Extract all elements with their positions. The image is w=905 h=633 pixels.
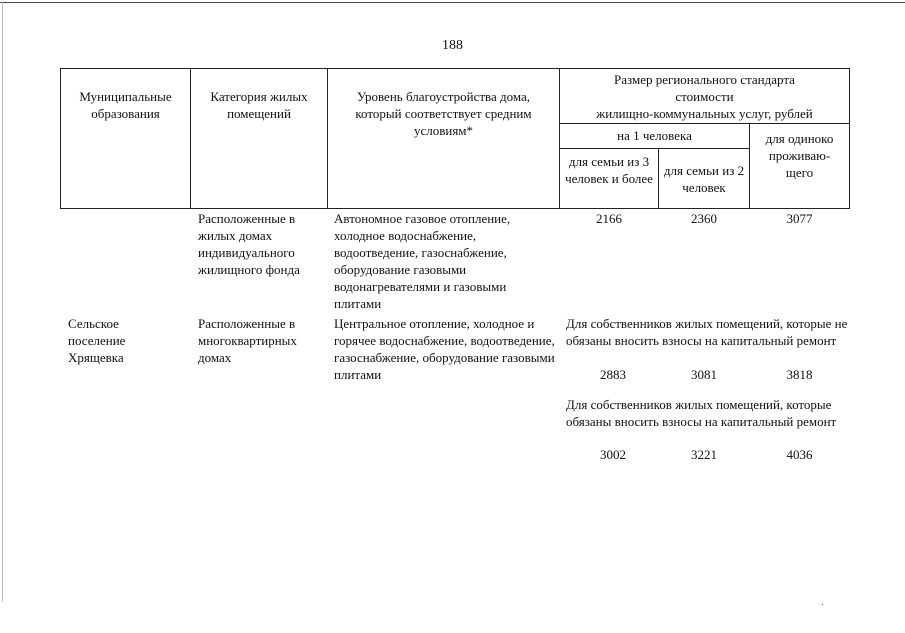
- row1-value-single: 3077: [786, 211, 813, 226]
- row2-b-value-single: 4036: [786, 447, 813, 462]
- scan-speck: [822, 604, 823, 605]
- row2-b-value-family3: 3002: [600, 447, 626, 462]
- header-per-person: [559, 123, 750, 149]
- header-standard-size: [559, 68, 850, 124]
- header-single: [749, 123, 850, 209]
- row2-level: Центральное отопление, холодное и горячее водоснабжение, водоотведение, газоснабжение, оборудование газовыми плитами: [334, 316, 555, 382]
- header-level-label: Уровень благоустройства дома, который соответствует средним условиям*: [355, 89, 532, 138]
- header-standard-line1: Размер регионального стандарта: [614, 72, 795, 87]
- row2-municipality: Сельское поселение Хрящевка: [68, 316, 126, 365]
- row2-a-value-family3: 2883: [600, 367, 626, 382]
- header-category-label: Категория жилых помещений: [210, 89, 308, 121]
- row2-a-value-family2: 3081: [691, 367, 717, 382]
- row1-value-family2: 2360: [691, 211, 717, 226]
- row2-note-no-capital-repair: Для собственников жилых помещений, которые не обязаны вносить взносы на капитальный ремонт: [566, 316, 848, 348]
- header-municipalities-label: Муниципальные образования: [79, 89, 172, 121]
- page-number: 188: [442, 38, 463, 53]
- row2-note-capital-repair: Для собственников жилых помещений, которые обязаны вносить взносы на капитальный ремонт: [566, 397, 837, 429]
- header-per-person-label: на 1 человека: [617, 128, 692, 143]
- header-standard-line2: стоимости: [675, 89, 734, 104]
- row2-category: Расположенные в многоквартирных домах: [198, 316, 297, 365]
- row1-level: Автономное газовое отопление, холодное водоснабжение, водоотведение, газоснабжение, оборудование газовыми водонагревателями и газовыми плитами: [334, 211, 511, 311]
- header-standard-line3: жилищно-коммунальных услуг, рублей: [596, 106, 813, 121]
- header-level: [327, 68, 560, 209]
- page-left-edge: [2, 2, 3, 602]
- page-top-edge: [0, 2, 905, 3]
- header-family-3-label: для семьи из 3 человек и более: [565, 154, 653, 186]
- header-family-2: [658, 148, 750, 209]
- row1-value-family3: 2166: [596, 211, 622, 226]
- header-family-3: [559, 148, 659, 209]
- row2-b-value-family2: 3221: [691, 447, 717, 462]
- header-family-2-label: для семьи из 2 человек: [663, 163, 745, 195]
- header-category: [190, 68, 328, 209]
- row1-category: Расположенные в жилых домах индивидуального жилищного фонда: [198, 211, 300, 277]
- header-single-label: для одиноко проживаю-щего: [765, 131, 834, 180]
- row2-a-value-single: 3818: [786, 367, 813, 382]
- header-municipalities: [60, 68, 191, 209]
